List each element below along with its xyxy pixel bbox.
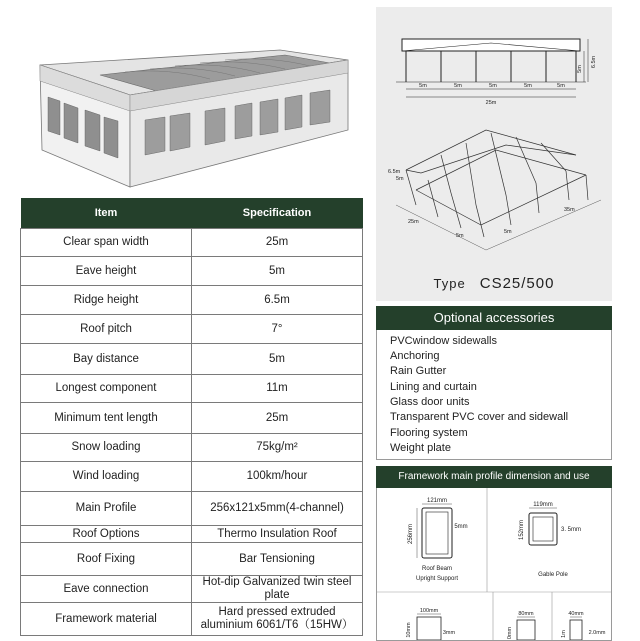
beam-use-label: Upright Support <box>415 576 459 582</box>
front-total-label: 25m <box>485 100 497 106</box>
row-item: Minimum tent length <box>21 403 192 434</box>
list-item: Anchoring <box>390 350 440 362</box>
frame-length-label: 35m <box>564 207 575 213</box>
row-item: Wind loading <box>21 462 192 492</box>
table-row <box>21 462 363 492</box>
row-item: Roof Options <box>21 526 192 543</box>
beam-height-label: 256mm <box>408 523 414 545</box>
type-label <box>376 275 612 292</box>
front-eave-label: 5m <box>577 65 583 73</box>
column-header-item: Item <box>21 198 192 229</box>
row-spec: 6.5m <box>192 286 363 315</box>
framework-profiles <box>376 488 612 641</box>
list-item: Glass door units <box>390 396 470 408</box>
frame-bay-label: 5m <box>504 229 512 235</box>
table-row <box>21 403 363 434</box>
gable-height-label: 152mm <box>519 519 525 541</box>
table-row <box>21 526 363 543</box>
row-item: Eave height <box>21 257 192 286</box>
profile-width-label: 40mm <box>568 611 584 617</box>
accessories-title: Optional accessories <box>376 306 612 330</box>
row-item: Clear span width <box>21 229 192 257</box>
row-item: Snow loading <box>21 434 192 462</box>
profile-drawings <box>377 488 611 640</box>
table-row <box>21 434 363 462</box>
row-spec: 5m <box>192 257 363 286</box>
table-row <box>21 603 363 636</box>
row-item: Longest component <box>21 375 192 403</box>
frame-bay-label: 5m <box>456 233 464 239</box>
row-item: Ridge height <box>21 286 192 315</box>
profile-height-label: 1m <box>561 630 567 638</box>
front-bay-label: 5m <box>419 83 427 89</box>
table-row <box>21 315 363 344</box>
gable-thickness-label: 3. 5mm <box>560 527 582 533</box>
list-item: Transparent PVC cover and sidewall <box>390 411 569 423</box>
gable-width-label: 119mm <box>533 502 553 508</box>
table-row <box>21 576 363 603</box>
frame-width-label: 25m <box>408 219 419 225</box>
row-spec: 256x121x5mm(4-channel) <box>192 492 363 526</box>
accessories-list <box>376 330 612 460</box>
frame-ridge-label: 6.5m <box>388 169 401 175</box>
beam-width-label: 121mm <box>426 498 448 504</box>
table-row <box>21 492 363 526</box>
structure-drawing-panel <box>376 7 612 301</box>
row-spec: Hot-dip Galvanized twin steel plate <box>192 576 363 603</box>
list-item: Rain Gutter <box>390 365 447 377</box>
profile-thickness-label: 2.0mm <box>588 630 606 636</box>
row-spec: 75kg/m² <box>192 434 363 462</box>
row-spec: 25m <box>192 403 363 434</box>
beam-use-label: Roof Beam <box>421 566 453 572</box>
row-item: Roof pitch <box>21 315 192 344</box>
row-item: Roof Fixing <box>21 543 192 576</box>
profile-width-label: 80mm <box>518 611 534 617</box>
list-item: Flooring system <box>390 427 468 439</box>
frame-eave-label: 5m <box>396 176 404 182</box>
beam-thickness-label: 5mm <box>454 524 468 530</box>
framework-title: Framework main profile dimension and use <box>376 466 612 488</box>
row-spec: Hard pressed extruded aluminium 6061/T6（15HW） <box>192 603 363 636</box>
column-header-specification: Specification <box>192 198 363 229</box>
row-spec: 100km/hour <box>192 462 363 492</box>
profile-width-label: 100mm <box>419 608 439 614</box>
table-row <box>21 229 363 257</box>
front-bay-label: 5m <box>557 83 565 89</box>
row-spec: 25m <box>192 229 363 257</box>
row-item: Main Profile <box>21 492 192 526</box>
table-row <box>21 257 363 286</box>
row-item: Bay distance <box>21 344 192 375</box>
front-ridge-label: 6.5m <box>591 55 597 69</box>
tent-building-illustration <box>30 35 360 190</box>
row-spec: Thermo Insulation Roof <box>192 526 363 543</box>
list-item: Lining and curtain <box>390 381 477 393</box>
type-code: CS25/500 <box>479 275 555 292</box>
gable-use-label: Gable Pole <box>538 572 568 578</box>
table-row <box>21 344 363 375</box>
front-bay-label: 5m <box>524 83 532 89</box>
table-header-row <box>21 198 363 229</box>
list-item: Weight plate <box>390 442 451 454</box>
table-row <box>21 286 363 315</box>
front-bay-label: 5m <box>454 83 462 89</box>
profile-thickness-label: 3mm <box>442 630 456 636</box>
profile-height-label: 0mm <box>507 626 513 640</box>
list-item: PVCwindow sidewalls <box>390 335 497 347</box>
row-item: Eave connection <box>21 576 192 603</box>
row-spec: 7° <box>192 315 363 344</box>
table-row <box>21 375 363 403</box>
row-spec: Bar Tensioning <box>192 543 363 576</box>
row-spec: 11m <box>192 375 363 403</box>
specification-table <box>20 198 363 636</box>
table-row <box>21 543 363 576</box>
type-prefix: Type <box>433 276 466 291</box>
profile-height-label: 10mm <box>406 622 412 638</box>
front-elevation-drawing <box>376 7 612 117</box>
front-bay-label: 5m <box>489 83 497 89</box>
row-item: Framework material <box>21 603 192 636</box>
row-spec: 5m <box>192 344 363 375</box>
frame-perspective-drawing <box>376 125 612 255</box>
